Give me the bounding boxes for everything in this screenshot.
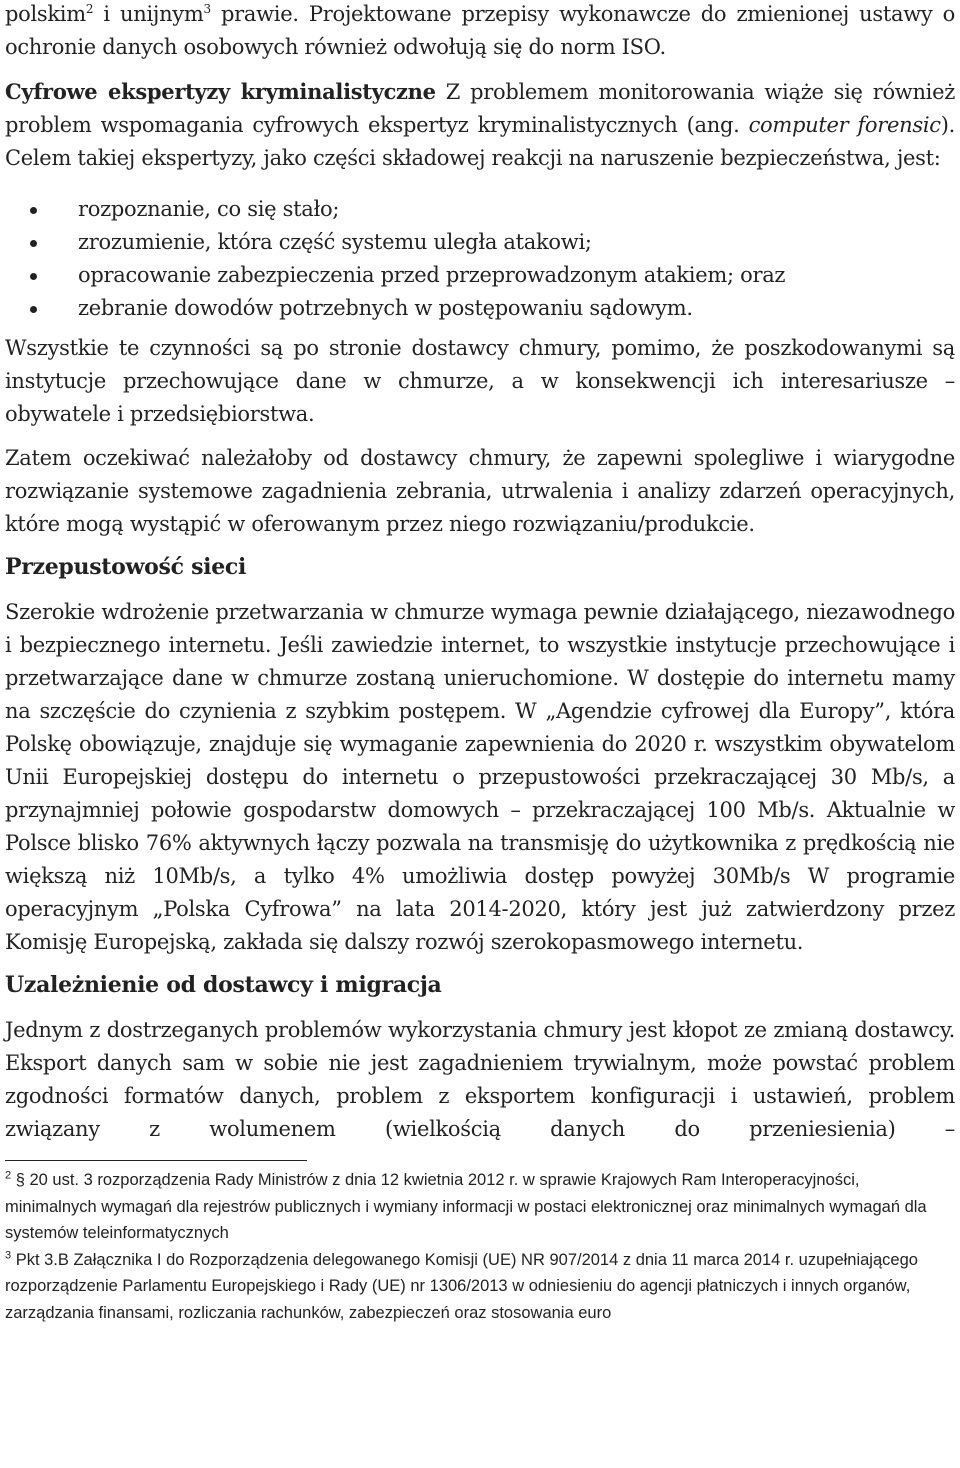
footnote-mark: 3: [5, 1249, 12, 1261]
paragraph-digital-forensics: [5, 75, 955, 175]
forensics-goals-list: [5, 193, 955, 325]
section-heading-bandwidth: Przepustowość sieci: [5, 554, 247, 580]
bullet-icon: [30, 273, 37, 280]
bullet-icon: [30, 306, 37, 313]
text-span: polskim: [5, 2, 86, 26]
list-item-text: rozpoznanie, co się stało;: [78, 197, 340, 221]
list-item-text: zrozumienie, która część systemu uległa atakowi;: [78, 230, 592, 254]
list-item-text: opracowanie zabezpieczenia przed przeprowadzonym atakiem; oraz: [78, 263, 786, 287]
text-span: prawie. Projektowane przepisy wykonawcze do zmienionej ustawy o ochronie danych osobowych również odwołują się do norm ISO.: [5, 2, 955, 59]
footnote-text: Pkt 3.B Załącznika I do Rozporządzenia delegowanego Komisji (UE) NR 907/2014 z dnia 11 marca 2014 r. uzupełniającego rozporządzenie Parlamentu Europejskiego i Rady (UE) nr 1306/2013 w odniesieniu do agencji płatniczych i innych organów, zarządzania finansami, rozliczania rachunków, zabezpieczeń oraz stosowania euro: [5, 1250, 918, 1322]
list-item: [5, 292, 955, 325]
footnote-mark: 2: [5, 1169, 12, 1182]
text-span: Z problemem monitorowania wiąże się również problem wspomagania cyfrowych ekspertyz kryminalistycznych (ang.: [5, 80, 955, 137]
paragraph-expectations: Zatem oczekiwać należałoby od dostawcy chmury, że zapewni spolegliwe i wiarygodne rozwiązanie systemowe zagadnienia zebrania, utrwalenia i analizy zdarzeń operacyjnych, które mogą wystąpić w oferowanym przez niego rozwiązaniu/produkcie.: [5, 446, 955, 536]
footnote-3: [5, 1247, 955, 1327]
paragraph-provider-side: Wszystkie te czynności są po stronie dostawcy chmury, pomimo, że poszkodowanymi są instytucje przechowujące dane w chmurze, a w konsekwencji ich interesariusze – obywatele i przedsiębiorstwa.: [5, 336, 955, 426]
footnote-separator: [5, 1160, 307, 1161]
bullet-icon: [30, 240, 37, 247]
document-page: [5, 0, 955, 1326]
footnote-ref-3[interactable]: 3: [203, 2, 211, 16]
footnote-2: [5, 1167, 955, 1247]
list-item: [5, 259, 955, 292]
footnote-text: § 20 ust. 3 rozporządzenia Rady Ministrów z dnia 12 kwietnia 2012 r. w sprawie Krajowych Ram Interoperacyjności, minimalnych wymagań dla rejestrów publicznych i wymiany informacji w postaci elektronicznej oraz minimalnych wymagań dla systemów teleinformatycznych: [5, 1171, 927, 1242]
italic-term: computer forensic: [748, 113, 941, 137]
text-span: i unijnym: [93, 2, 204, 26]
list-item-text: zebranie dowodów potrzebnych w postępowaniu sądowym.: [78, 296, 693, 320]
footnote-ref-2[interactable]: 2: [85, 2, 94, 16]
section-heading-vendor-lock: Uzależnienie od dostawcy i migracja: [5, 972, 442, 998]
list-item: [5, 193, 955, 226]
paragraph-iso-norms: [5, 0, 955, 64]
paragraph-vendor-lock: Jednym z dostrzeganych problemów wykorzystania chmury jest kłopot ze zmianą dostawcy. Eksport danych sam w sobie nie jest zagadnieniem trywialnym, może powstać problem zgodności formatów danych, problem z eksportem konfiguracji i ustawień, problem związany z wolumenem (wielkością danych do przeniesienia) –: [5, 1018, 955, 1141]
text-span: ). Celem takiej ekspertyzy, jako części składowej reakcji na naruszenie bezpieczeństwa, jest:: [5, 113, 955, 170]
list-item: [5, 226, 955, 259]
inline-heading: Cyfrowe ekspertyzy kryminalistyczne: [5, 79, 436, 104]
bullet-icon: [30, 207, 37, 214]
paragraph-bandwidth: Szerokie wdrożenie przetwarzania w chmurze wymaga pewnie działającego, niezawodnego i bezpiecznego internetu. Jeśli zawiedzie internet, to wszystkie instytucje przechowujące i przetwarzające dane w chmurze zostaną unieruchomione. W dostępie do internetu mamy na szczęście do czynienia z szybkim postępem. W „Agendzie cyfrowej dla Europy”, która Polskę obowiązuje, znajduje się wymaganie zapewnienia do 2020 r. wszystkim obywatelom Unii Europejskiej dostępu do internetu o przepustowości przekraczającej 30 Mb/s, a przynajmniej połowie gospodarstw domowych – przekraczającej 100 Mb/s. Aktualnie w Polsce blisko 76% aktywnych łączy pozwala na transmisję do użytkownika z prędkością nie większą niż 10Mb/s, a tylko 4% umożliwia dostęp powyżej 30Mb/s W programie operacyjnym „Polska Cyfrowa” na lata 2014-2020, który jest już zatwierdzony przez Komisję Europejską, zakłada się dalszy rozwój szerokopasmowego internetu.: [5, 600, 955, 954]
